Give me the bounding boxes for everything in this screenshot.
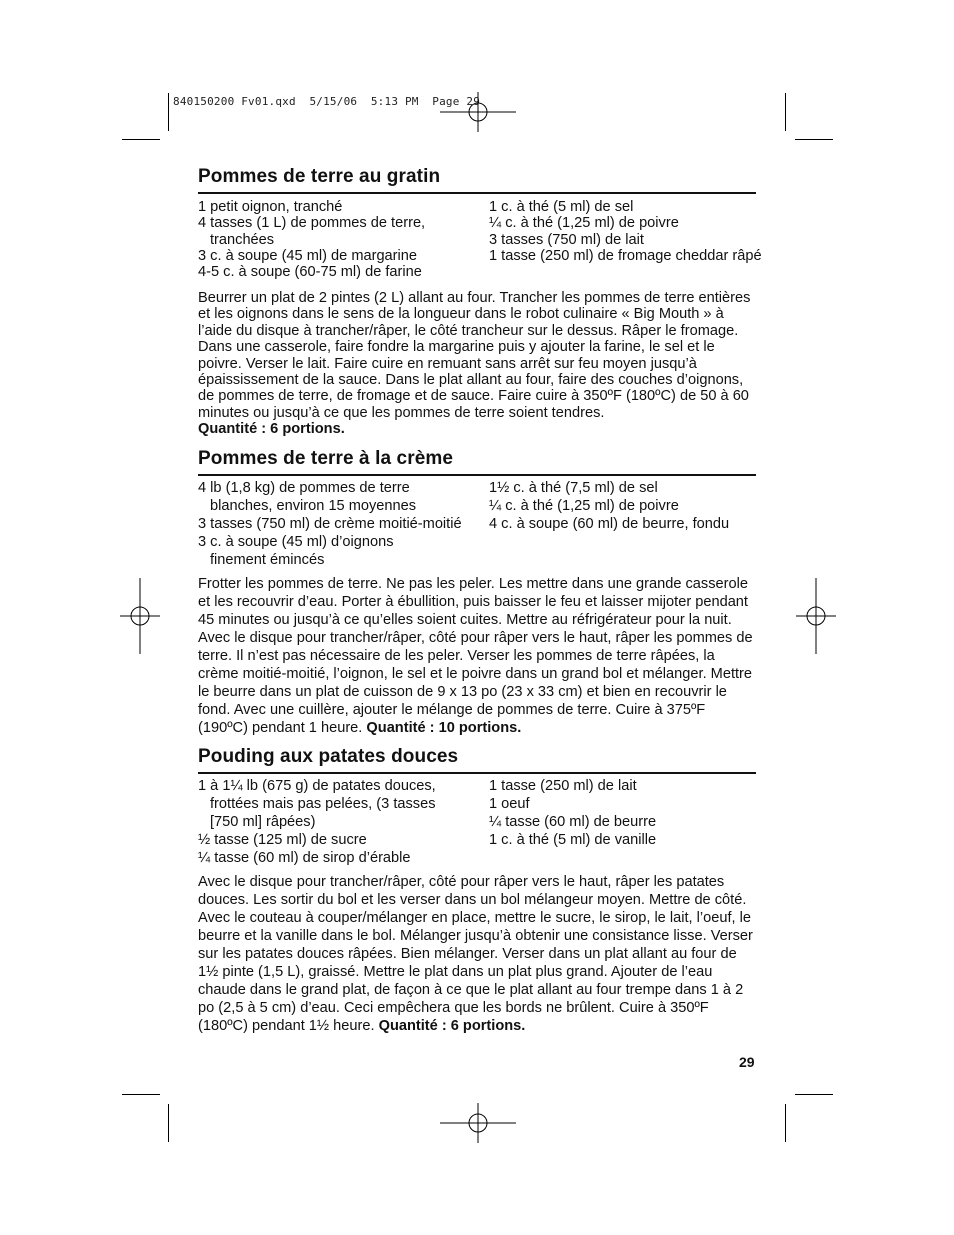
- ingredient: 3 c. à soupe (45 ml) de margarine: [198, 247, 418, 264]
- method-text: Frotter les pommes de terre. Ne pas les peler. Les mettre dans une grande casserole et les recouvrir d’eau. Porter à ébullition, puis baisser le feu et laisser mijoter pendant 45 minutes ou jusqu’à ce qu’elles soient cuites. Mettre au réfrigérateur pour la nuit. Avec le disque pour trancher/râper, côté pour râper vers le haut, râper les pommes de terre. Il n’est pas nécessaire de les peler. Verser les pommes de terre râpées, la crème moitié-moitié, l’oignon, le sel et le poivre dans un grand bol et mélanger. Mettre le beurre dans un plat de cuisson de 9 x 13 po (23 x 33 cm) et bien en recouvrir le fond. Avec une cuillère, ajouter le mélange de pommes de terre. Cuire à 375ºF (190ºC) pendant 1 heure.: [198, 576, 753, 736]
- ingredients-left: [198, 479, 488, 569]
- ingredient: 1½ c. à thé (7,5 ml) de sel: [489, 480, 658, 496]
- ingredient: 1 tasse (250 ml) de lait: [489, 778, 637, 794]
- ingredients-right: [489, 199, 762, 264]
- ingredient: 1 c. à thé (5 ml) de vanille: [489, 832, 657, 848]
- ingredient: ¼ c. à thé (1,25 ml) de poivre: [489, 498, 679, 514]
- crop-mark: [168, 1104, 169, 1142]
- ingredient: ¼ tasse (60 ml) de sirop d’érable: [198, 850, 411, 866]
- recipe-method: [198, 873, 758, 1035]
- recipe-yield: Quantité : 6 portions.: [378, 1018, 526, 1034]
- ingredient: ¼ tasse (60 ml) de beurre: [489, 814, 657, 830]
- ingredients-right: [489, 479, 757, 533]
- ingredient: 4 tasses (1 L) de pommes de terre, tranchées: [198, 215, 426, 248]
- ingredient: 1 oeuf: [489, 796, 530, 812]
- file-slug: 840150200 Fv01.qxd 5/15/06 5:13 PM Page 29: [173, 95, 481, 108]
- ingredient: 1 c. à thé (5 ml) de sel: [489, 199, 634, 215]
- recipe-title: Pouding aux patates douces: [198, 746, 756, 774]
- ingredient: 3 c. à soupe (45 ml) d’oignons finement émincés: [198, 534, 394, 568]
- registration-mark-left: [120, 578, 160, 654]
- recipe-title: Pommes de terre à la crème: [198, 448, 756, 476]
- ingredients-right: [489, 777, 757, 849]
- registration-mark-right: [796, 578, 836, 654]
- crop-mark: [122, 1094, 160, 1095]
- ingredient: 4 lb (1,8 kg) de pommes de terre blanches, environ 15 moyennes: [198, 480, 417, 514]
- ingredient: 3 tasses (750 ml) de crème moitié-moitié: [198, 516, 462, 532]
- crop-mark: [122, 139, 160, 140]
- ingredient: 4 c. à soupe (60 ml) de beurre, fondu: [489, 516, 730, 532]
- registration-mark-top: [440, 92, 516, 132]
- crop-mark: [785, 1104, 786, 1142]
- page-number: 29: [739, 1054, 755, 1070]
- crop-mark: [785, 93, 786, 131]
- ingredient: 1 petit oignon, tranché: [198, 199, 343, 215]
- recipe-yield: Quantité : 10 portions.: [366, 720, 522, 736]
- crop-mark: [795, 1094, 833, 1095]
- recipe-title: Pommes de terre au gratin: [198, 166, 756, 194]
- method-text: Beurrer un plat de 2 pintes (2 L) allant au four. Trancher les pommes de terre entières et les oignons dans le sens de la longueur dans le robot culinaire « Big Mouth » à l’aide du disque à trancher/râper, le côté trancheur sur le dessus. Râper le fromage. Dans une casserole, faire fondre la margarine puis y ajouter la farine, le sel et le poivre. Verser le lait. Faire cuire en remuant sans arrêt sur feu moyen jusqu’à épaississement de la sauce. Dans le plat allant au four, faire des couches d’oignons, de pommes de terre, de fromage et de sauce. Faire cuire à 350ºF (180ºC) de 50 à 60 minutes ou jusqu’à ce que les pommes de terre soient tendres.: [198, 290, 751, 421]
- ingredient: 1 à 1¼ lb (675 g) de patates douces, frottées mais pas pelées, (3 tasses [750 ml] râpées): [198, 778, 436, 830]
- recipe-method: [198, 575, 758, 737]
- ingredient: 3 tasses (750 ml) de lait: [489, 231, 644, 248]
- ingredient: 1 tasse (250 ml) de fromage cheddar râpé: [489, 247, 762, 264]
- crop-mark: [168, 93, 169, 131]
- recipe-method: [198, 290, 758, 438]
- registration-mark-bottom: [440, 1103, 516, 1143]
- recipe-yield: Quantité : 6 portions.: [198, 421, 345, 438]
- ingredients-left: [198, 199, 478, 280]
- ingredients-left: [198, 777, 488, 867]
- ingredient: 4-5 c. à soupe (60-75 ml) de farine: [198, 264, 422, 281]
- crop-mark: [795, 139, 833, 140]
- ingredient: ½ tasse (125 ml) de sucre: [198, 832, 367, 848]
- method-text: Avec le disque pour trancher/râper, côté pour râper vers le haut, râper les patates douces. Les sortir du bol et les verser dans un bol mélangeur moyen. Mettre de côté. Avec le couteau à couper/mélanger en place, mettre le sucre, le sirop, le lait, l’oeuf, le beurre et la vanille dans le bol. Mélanger jusqu’à obtenir une consistance lisse. Verser sur les patates douces râpées. Bien mélanger. Verser dans un plat allant au four de 1½ pinte (1,5 L), graissé. Mettre le plat dans un plat plus grand. Ajouter de l’eau chaude dans le grand plat, de façon à ce que le plat allant au four trempe dans 1 à 2 po (2,5 à 5 cm) d’eau. Ceci empêchera que les bords ne brûlent. Cuire à 350ºF (180ºC) pendant 1½ heure.: [198, 874, 753, 1034]
- ingredient: ¼ c. à thé (1,25 ml) de poivre: [489, 215, 679, 232]
